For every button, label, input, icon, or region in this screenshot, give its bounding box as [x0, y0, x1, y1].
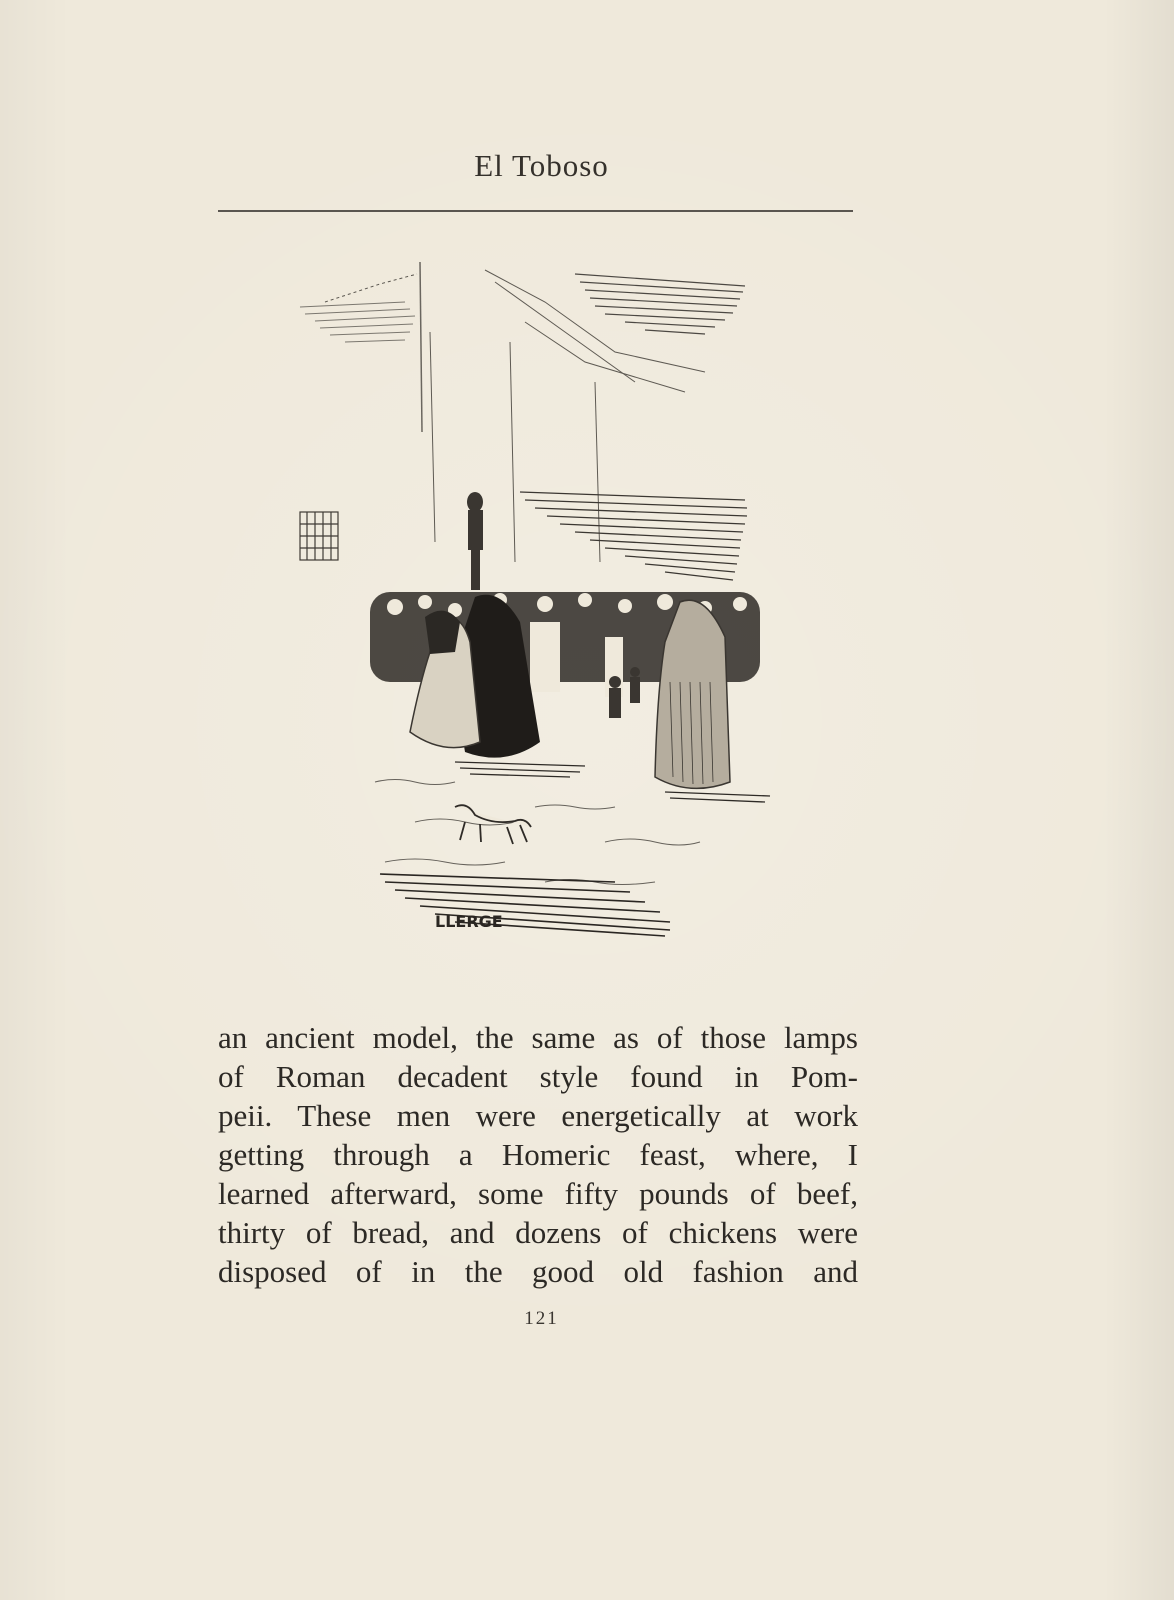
running-head-title: El Toboso — [474, 148, 609, 183]
artist-signature: LLERGE — [435, 912, 503, 931]
text-line-5: learned afterward, some fifty pounds of beef, — [218, 1176, 858, 1211]
window-grille — [300, 512, 338, 560]
body-text — [218, 1018, 858, 1291]
crowd-scene-illustration — [285, 262, 795, 967]
page-number: 121 — [524, 1308, 559, 1329]
text-line-3: peii. These men were energetically at work — [218, 1098, 858, 1133]
text-line-1: an ancient model, the same as of those lamps — [218, 1020, 858, 1055]
text-line-4: getting through a Homeric feast, where, I — [218, 1137, 858, 1172]
header-rule — [218, 210, 853, 212]
text-line-2: of Roman decadent style found in Pom- — [218, 1059, 858, 1094]
text-line-6: thirty of bread, and dozens of chickens were — [218, 1215, 858, 1250]
text-line-7: disposed of in the good old fashion and — [218, 1254, 858, 1289]
